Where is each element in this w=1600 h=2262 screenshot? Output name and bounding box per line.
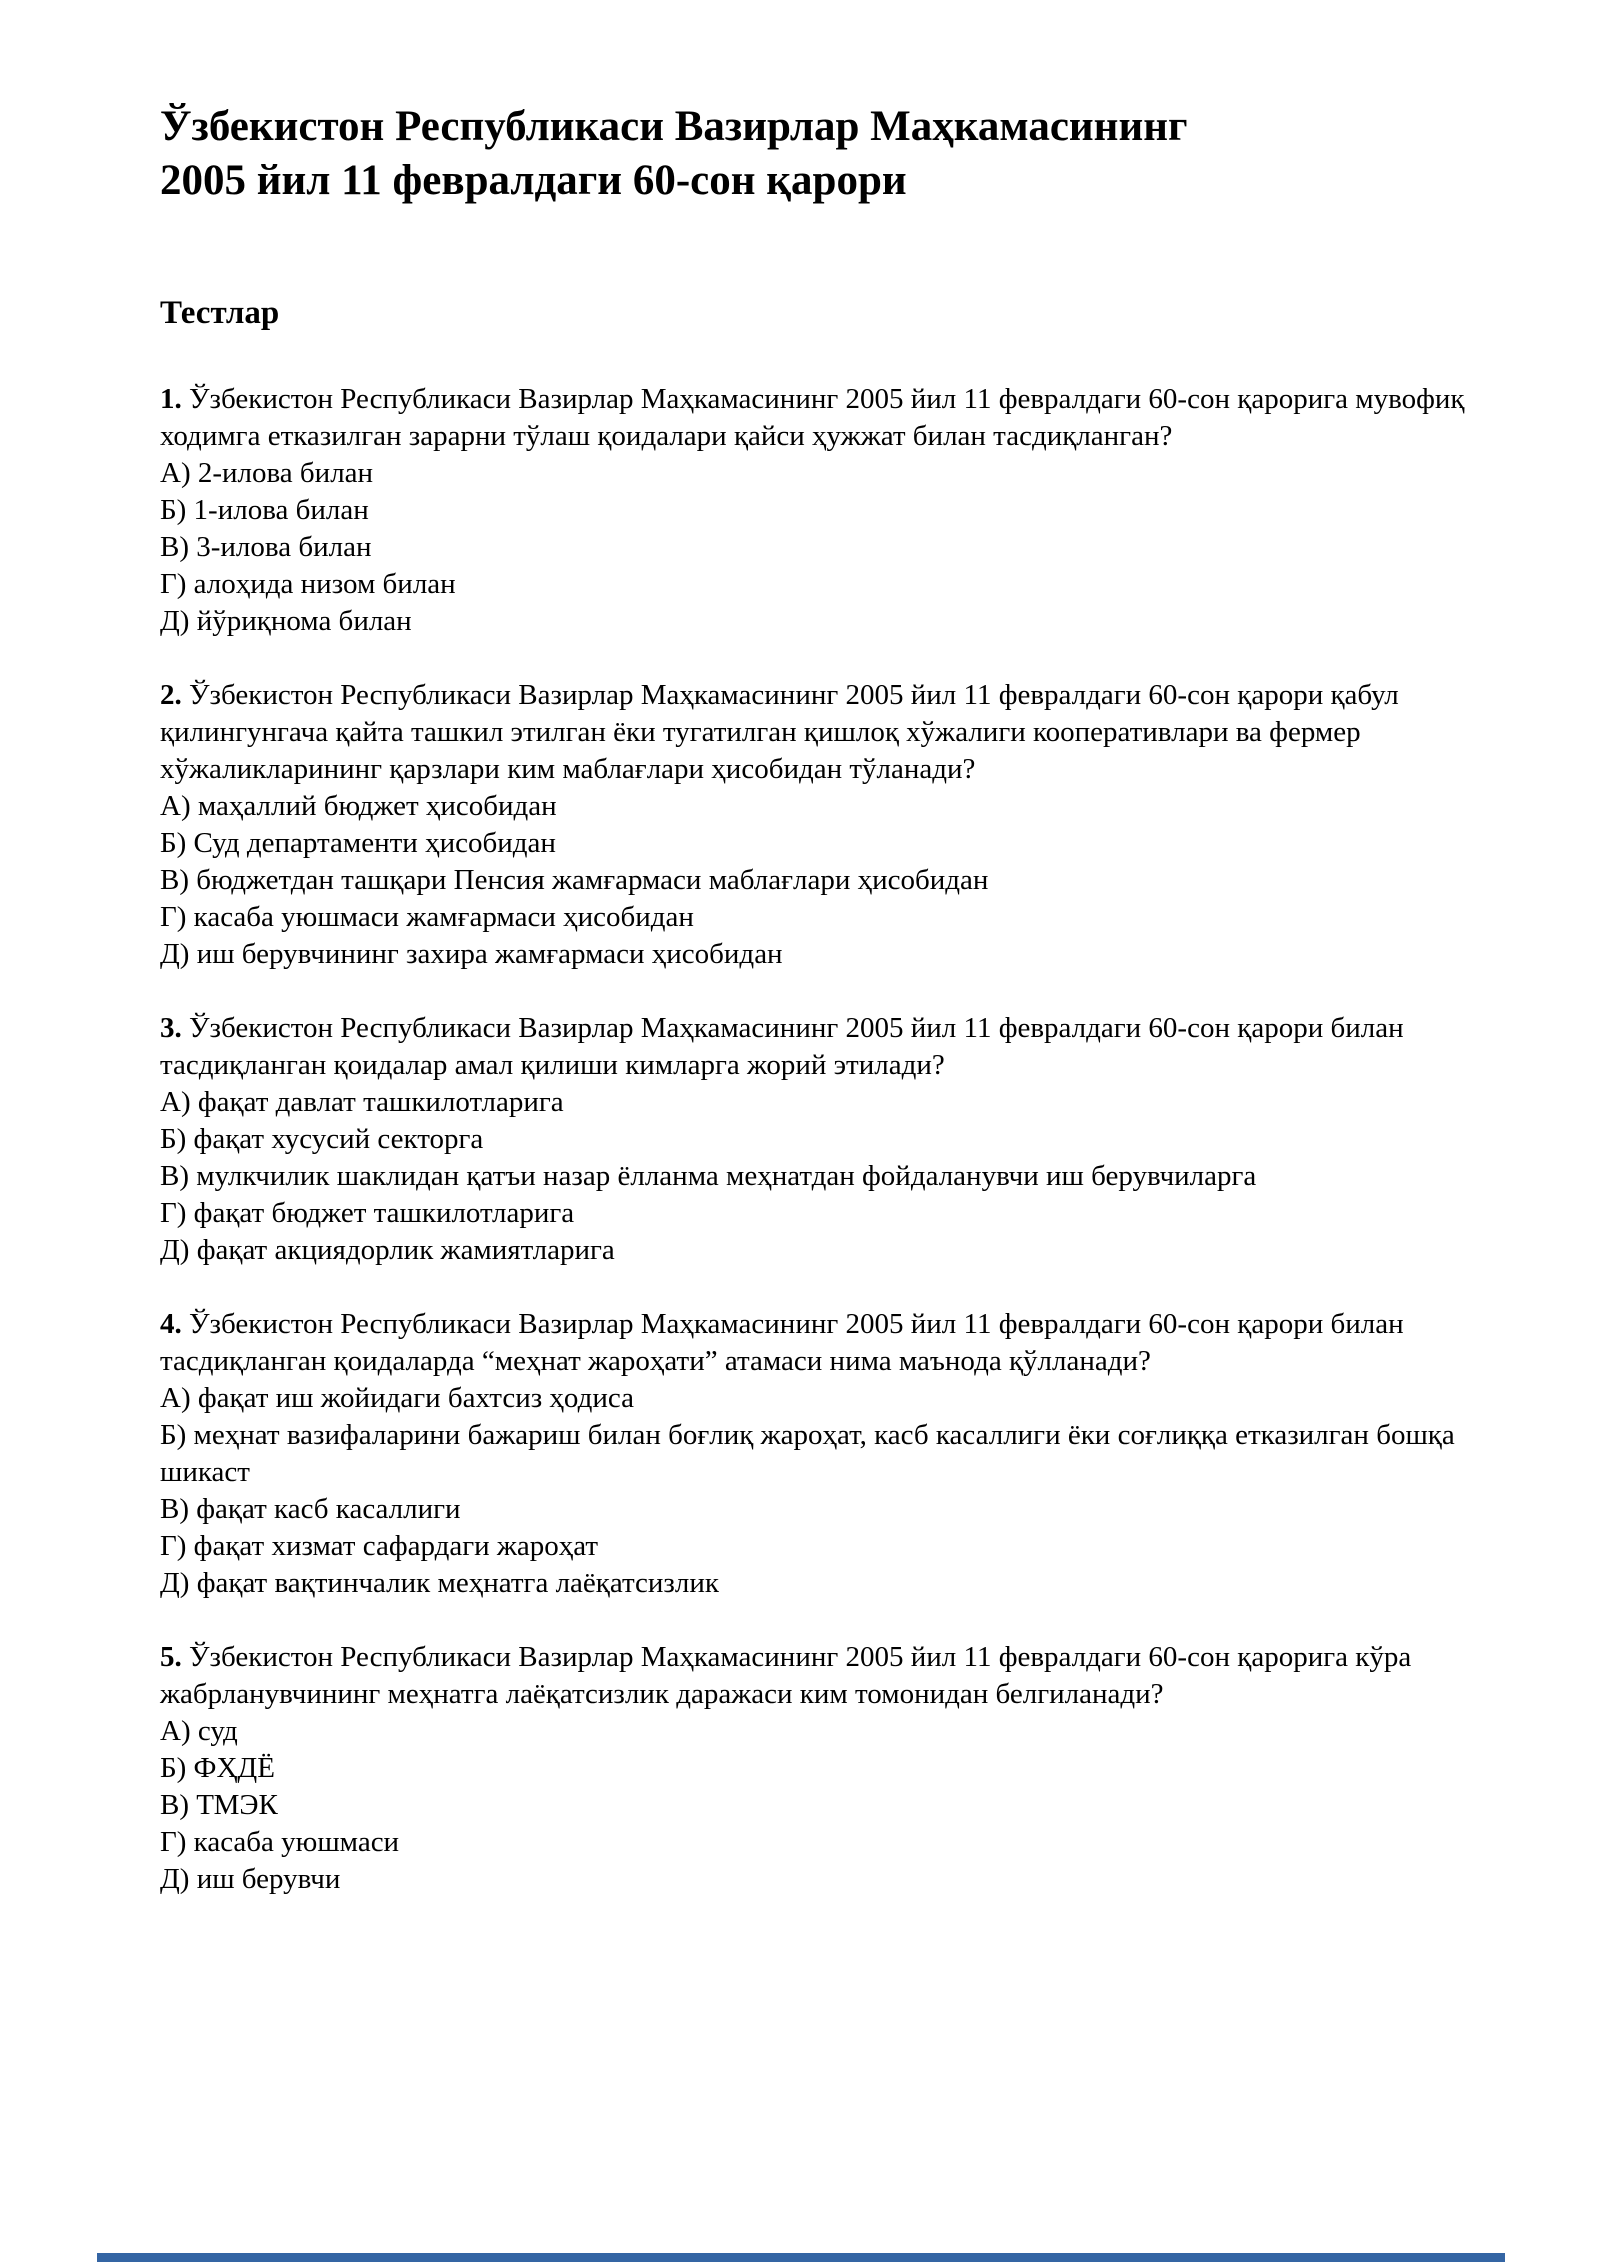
questions-list (160, 381, 1470, 1898)
question-number: 3. (160, 1012, 182, 1044)
page-title (160, 100, 1470, 208)
answer-option: В) 3-илова билан (160, 531, 372, 563)
options-list (160, 1713, 1470, 1898)
question-text (160, 381, 1470, 455)
question-block (160, 381, 1470, 640)
question-body: Ўзбекистон Республикаси Вазирлар Маҳкамасининг 2005 йил 11 февралдаги 60-сон қарорига мувофиқ ходимга етказилган зарарни тўлаш қоидалари қайси ҳужжат билан тасдиқланган? (160, 383, 1465, 452)
answer-option: Г) фақат бюджет ташкилотларига (160, 1197, 575, 1229)
answer-option: Д) иш берувчи (160, 1863, 341, 1895)
answer-option: Б) фақат хусусий секторга (160, 1123, 484, 1155)
question-number: 4. (160, 1308, 182, 1340)
answer-option: Г) фақат хизмат сафардаги жароҳат (160, 1530, 599, 1562)
answer-option: Б) меҳнат вазифаларини бажариш билан боғлиқ жароҳат, касб касаллиги ёки соғлиққа етказилган бошқа шикаст (160, 1419, 1455, 1488)
answer-option: Б) ФҲДЁ (160, 1752, 275, 1784)
question-body: Ўзбекистон Республикаси Вазирлар Маҳкамасининг 2005 йил 11 февралдаги 60-сон қарори билан тасдиқланган қоидаларда “меҳнат жароҳати” атамаси нима маънода қўлланади? (160, 1308, 1404, 1377)
answer-option: А) 2-илова билан (160, 457, 374, 489)
answer-option: А) фақат иш жойидаги бахтсиз ҳодиса (160, 1382, 634, 1414)
question-number: 1. (160, 383, 182, 415)
question-text (160, 1639, 1470, 1713)
answer-option: В) ТМЭК (160, 1789, 278, 1821)
answer-option: Б) Суд департаменти ҳисобидан (160, 827, 556, 859)
page-title-line-2: 2005 йил 11 февралдаги 60-сон қарори (160, 157, 907, 204)
section-heading: Тестлар (160, 295, 280, 331)
answer-option: Б) 1-илова билан (160, 494, 369, 526)
answer-option: В) бюджетдан ташқари Пенсия жамғармаси маблағлари ҳисобидан (160, 864, 989, 896)
question-block (160, 1639, 1470, 1898)
options-list (160, 1380, 1470, 1602)
question-text (160, 677, 1470, 788)
answer-option: В) фақат касб касаллиги (160, 1493, 461, 1525)
question-body: Ўзбекистон Республикаси Вазирлар Маҳкамасининг 2005 йил 11 февралдаги 60-сон қарори қабул қилингунгача қайта ташкил этилган ёки тугатилган қишлоқ хўжалиги кооперативлари ва фермер хўжаликларининг қарзлари ким маблағлари ҳисобидан тўланади? (160, 679, 1399, 785)
options-list (160, 1084, 1470, 1269)
question-block (160, 677, 1470, 973)
question-number: 5. (160, 1641, 182, 1673)
options-list (160, 788, 1470, 973)
question-text (160, 1010, 1470, 1084)
answer-option: Д) фақат акциядорлик жамиятларига (160, 1234, 615, 1266)
answer-option: Д) йўриқнома билан (160, 605, 412, 637)
page-bottom-bar (97, 2253, 1505, 2262)
question-block (160, 1010, 1470, 1269)
question-block (160, 1306, 1470, 1602)
question-body: Ўзбекистон Республикаси Вазирлар Маҳкамасининг 2005 йил 11 февралдаги 60-сон қарорига кўра жабрланувчининг меҳнатга лаёқатсизлик даражаси ким томонидан белгиланади? (160, 1641, 1412, 1710)
answer-option: Д) фақат вақтинчалик меҳнатга лаёқатсизлик (160, 1567, 719, 1599)
answer-option: Г) алоҳида низом билан (160, 568, 456, 600)
answer-option: В) мулкчилик шаклидан қатъи назар ёлланма меҳнатдан фойдаланувчи иш берувчиларга (160, 1160, 1257, 1192)
question-number: 2. (160, 679, 182, 711)
answer-option: Г) касаба уюшмаси (160, 1826, 400, 1858)
answer-option: А) суд (160, 1715, 238, 1747)
question-body: Ўзбекистон Республикаси Вазирлар Маҳкамасининг 2005 йил 11 февралдаги 60-сон қарори билан тасдиқланган қоидалар амал қилиши кимларга жорий этилади? (160, 1012, 1404, 1081)
answer-option: Д) иш берувчининг захира жамғармаси ҳисобидан (160, 938, 783, 970)
question-text (160, 1306, 1470, 1380)
answer-option: Г) касаба уюшмаси жамғармаси ҳисобидан (160, 901, 694, 933)
options-list (160, 455, 1470, 640)
answer-option: А) маҳаллий бюджет ҳисобидан (160, 790, 557, 822)
page-title-line-1: Ўзбекистон Республикаси Вазирлар Маҳкамасининг (160, 103, 1188, 150)
answer-option: А) фақат давлат ташкилотларига (160, 1086, 564, 1118)
